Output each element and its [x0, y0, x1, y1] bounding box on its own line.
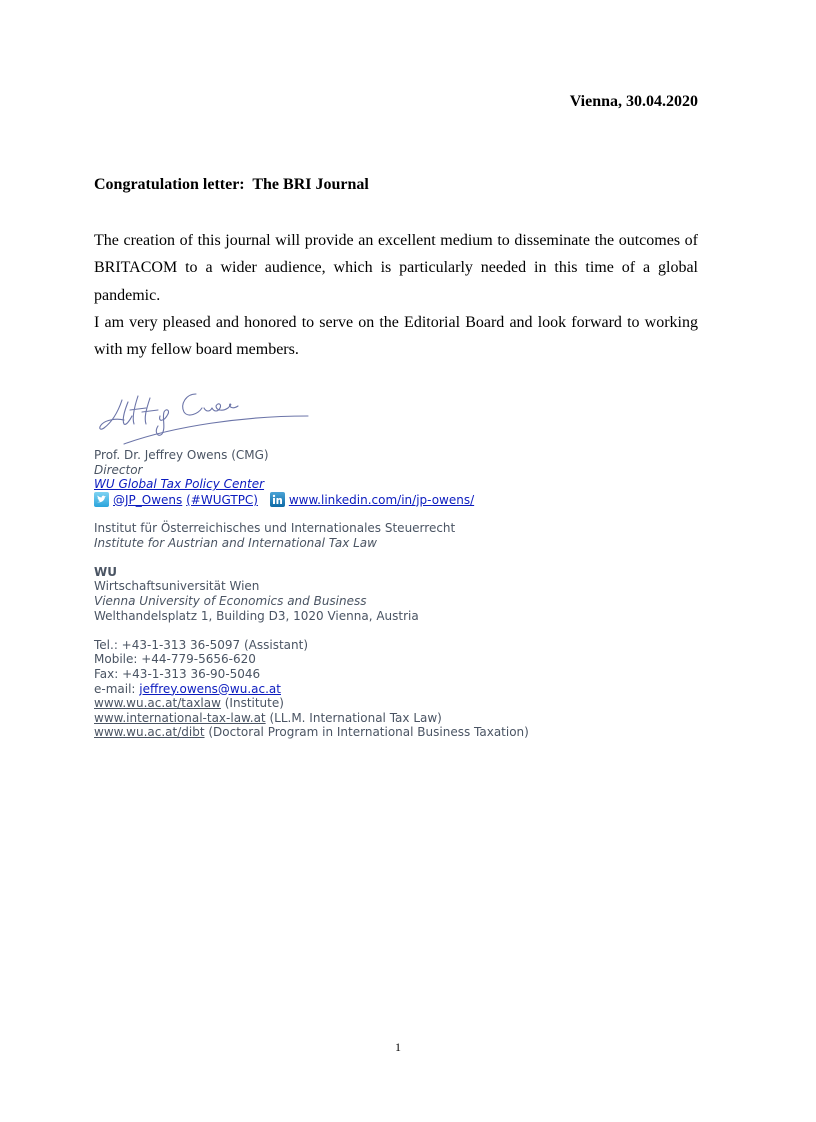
- postal-address: Welthandelsplatz 1, Building D3, 1020 Vienna, Austria: [94, 608, 419, 623]
- tax-policy-center-link[interactable]: WU Global Tax Policy Center: [94, 477, 265, 492]
- twitter-handle-link[interactable]: @JP_Owens: [113, 492, 183, 507]
- body-paragraph-2: I am very pleased and honored to serve on the Editorial Board and look forward to working with my fellow board members.: [94, 313, 698, 359]
- university-german: Wirtschaftsuniversität Wien: [94, 579, 260, 594]
- body-paragraph-1: The creation of this journal will provide an excellent medium to disseminate the outcomes of BRITACOM to a wider audience, which is particularly needed in this time of a global pandemic.: [94, 232, 698, 304]
- page-number: 1: [395, 1040, 401, 1054]
- llm-website-link[interactable]: www.international-tax-law.at: [94, 710, 266, 725]
- linkedin-link[interactable]: www.linkedin.com/in/jp-owens/: [288, 492, 475, 507]
- institute-german: Institut für Österreichisches und Internationales Steuerrecht: [94, 520, 456, 535]
- institute-english: Institute for Austrian and International Tax Law: [94, 535, 377, 550]
- letter-subject: Congratulation letter: The BRI Journal: [94, 176, 369, 193]
- llm-website-note: (LL.M. International Tax Law): [265, 710, 442, 725]
- doctoral-program-link[interactable]: www.wu.ac.at/dibt: [94, 725, 205, 740]
- twitter-icon[interactable]: [94, 492, 109, 507]
- sender-position: Director: [94, 462, 143, 477]
- sender-name: Prof. Dr. Jeffrey Owens (CMG): [94, 448, 269, 462]
- mobile-phone: Mobile: +44-779-5656-620: [94, 652, 256, 667]
- doctoral-program-note: (Doctoral Program in International Business Taxation): [204, 725, 529, 740]
- email-signature-block: [94, 448, 734, 740]
- institute-website-note: (Institute): [220, 696, 284, 711]
- university-abbreviation: WU: [94, 564, 117, 579]
- institute-website-link[interactable]: www.wu.ac.at/taxlaw: [94, 696, 221, 711]
- twitter-tag-link[interactable]: (#WUGTPC): [186, 492, 258, 507]
- handwritten-signature: [94, 382, 314, 452]
- linkedin-icon[interactable]: [270, 492, 285, 507]
- email-label: e-mail:: [94, 681, 140, 696]
- telephone: Tel.: +43-1-313 36-5097 (Assistant): [94, 637, 309, 652]
- letter-body: [94, 227, 698, 363]
- email-link[interactable]: jeffrey.owens@wu.ac.at: [139, 681, 281, 696]
- letter-date: Vienna, 30.04.2020: [569, 93, 698, 110]
- fax-number: Fax: +43-1-313 36-90-5046: [94, 666, 261, 681]
- university-english: Vienna University of Economics and Business: [94, 593, 367, 608]
